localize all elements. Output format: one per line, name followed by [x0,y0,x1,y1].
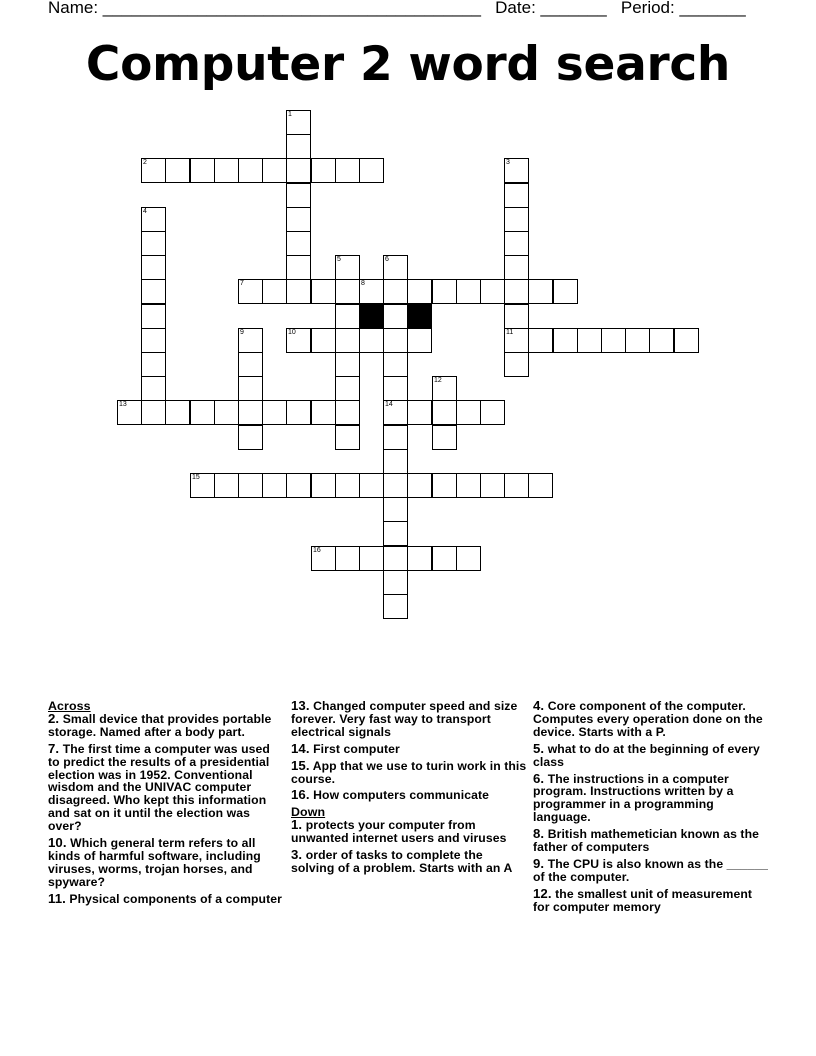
clue-column-3 [533,700,769,918]
grid-cell[interactable] [407,400,432,425]
clue-item [291,819,527,845]
grid-cell[interactable] [359,546,384,571]
page-title: Computer 2 word search [85,37,731,92]
period-field-label: Period: _______ [620,0,746,17]
grid-cell[interactable] [407,546,432,571]
grid-cell[interactable] [335,425,360,450]
clue-text: App that we use to turin work in this course. [291,758,527,786]
grid-cell[interactable] [165,400,190,425]
grid-cell[interactable] [141,352,166,377]
clue-item [291,757,527,786]
clue-number-label: 9. [533,855,545,871]
grid-cell[interactable] [456,400,481,425]
clue-number-label: 5. [533,740,545,756]
clue-text: First computer [313,741,400,756]
grid-cell[interactable] [504,279,529,304]
grid-cell[interactable] [359,328,384,353]
grid-cell[interactable] [674,328,699,353]
clue-item [291,740,527,756]
grid-cell[interactable] [383,521,408,546]
clue-item [48,837,284,889]
clue-text: Small device that provides portable storage. Named after a body part. [48,711,272,739]
grid-cell[interactable] [286,231,311,256]
clue-text: The first time a computer was used to predict the results of a presidential election was in 1952. Conventional wisdom and the UNIVAC computer disagreed. Who kept this information and sat on it until the election was over? [48,741,270,834]
grid-cell[interactable] [383,279,408,304]
grid-cell[interactable] [383,400,408,425]
grid-cell[interactable] [456,473,481,498]
clue-text: Core component of the computer. Computes every operation done on the device. Starts with a P. [533,699,763,739]
clue-item [48,710,284,739]
grid-cell[interactable] [504,328,529,353]
grid-cell[interactable] [286,328,311,353]
clue-text: protects your computer from unwanted internet users and viruses [291,818,507,846]
clue-number: 13 [119,401,127,408]
clue-number: 8 [361,280,365,287]
grid-cell[interactable] [335,546,360,571]
clue-number: 15 [192,474,200,481]
grid-cell[interactable] [141,400,166,425]
clue-column-2 [291,700,527,879]
grid-cell[interactable] [141,279,166,304]
clue-text: Changed computer speed and size forever. Very fast way to transport electrical signals [291,699,518,739]
grid-cell[interactable] [432,400,457,425]
grid-cell[interactable] [286,255,311,280]
clue-number-label: 7. [48,740,60,756]
clue-text: Physical components of a computer [69,891,282,906]
grid-cell[interactable] [190,400,215,425]
clue-number-label: 15. [291,757,310,773]
grid-cell[interactable] [311,473,336,498]
grid-cell[interactable] [407,473,432,498]
grid-cell[interactable] [286,207,311,232]
grid-cell[interactable] [238,328,263,353]
grid-cell[interactable] [311,158,336,183]
grid-cell[interactable] [335,328,360,353]
grid-cell[interactable] [238,425,263,450]
clue-number: 11 [506,329,514,336]
grid-cell[interactable] [141,207,166,232]
clue-number-label: 8. [533,826,545,842]
clue-number: 16 [313,547,321,554]
name-field-label: Name: ________________________________________ [48,0,481,17]
grid-cell[interactable] [504,231,529,256]
grid-cell[interactable] [117,400,142,425]
grid-cell[interactable] [504,255,529,280]
grid-cell[interactable] [553,328,578,353]
grid-cell[interactable] [504,207,529,232]
grid-cell[interactable] [407,328,432,353]
grid-cell[interactable] [383,425,408,450]
grid-cell[interactable] [383,352,408,377]
grid-cell[interactable] [383,570,408,595]
clue-item [291,789,527,802]
grid-cell[interactable] [262,158,287,183]
clue-number-label: 14. [291,740,310,756]
grid-cell[interactable] [480,279,505,304]
grid-cell[interactable] [311,279,336,304]
clue-text: Which general term refers to all kinds of harmful software, including viruses, worms, trojan horses, and spyware? [48,836,261,889]
clue-number: 5 [337,256,341,263]
clue-number: 9 [240,329,244,336]
grid-cell[interactable] [335,376,360,401]
grid-cell[interactable] [432,546,457,571]
clue-number: 7 [240,280,244,287]
clue-number-label: 12. [533,885,552,901]
grid-cell[interactable] [504,352,529,377]
clue-item [48,740,284,834]
grid-cell[interactable] [383,497,408,522]
clue-number-label: 13. [291,698,310,713]
clue-number: 12 [434,377,442,384]
grid-cell[interactable] [528,328,553,353]
grid-cell[interactable] [432,473,457,498]
grid-cell[interactable] [190,473,215,498]
grid-cell[interactable] [262,473,287,498]
grid-cell[interactable] [335,304,360,329]
grid-cell[interactable] [141,376,166,401]
clue-text: The instructions in a computer program. Instructions written by a programmer in a programming language. [533,771,734,825]
grid-cell[interactable] [238,279,263,304]
grid-cell[interactable] [141,158,166,183]
grid-cell[interactable] [504,158,529,183]
grid-cell[interactable] [286,400,311,425]
grid-cell[interactable] [504,183,529,208]
grid-cell[interactable] [238,400,263,425]
black-cell [359,304,384,329]
grid-cell[interactable] [335,255,360,280]
clue-text: the smallest unit of measurement for computer memory [533,886,753,914]
grid-cell[interactable] [238,376,263,401]
grid-cell[interactable] [238,352,263,377]
grid-cell[interactable] [407,279,432,304]
grid-cell[interactable] [335,352,360,377]
clue-number-label: 11. [48,890,66,906]
grid-cell[interactable] [190,158,215,183]
grid-cell[interactable] [214,158,239,183]
grid-cell[interactable] [262,400,287,425]
clue-number-label: 10. [48,835,67,851]
clue-item [533,828,769,854]
grid-cell[interactable] [311,400,336,425]
grid-cell[interactable] [383,473,408,498]
grid-cell[interactable] [383,255,408,280]
grid-cell[interactable] [238,158,263,183]
grid-cell[interactable] [311,546,336,571]
grid-cell[interactable] [141,328,166,353]
grid-cell[interactable] [335,400,360,425]
grid-cell[interactable] [456,546,481,571]
clue-number-label: 2. [48,710,60,726]
grid-cell[interactable] [141,255,166,280]
clue-text: The CPU is also known as the ______ of the computer. [533,856,768,884]
grid-cell[interactable] [311,328,336,353]
grid-cell[interactable] [335,473,360,498]
clue-number-label: 1. [291,817,303,833]
grid-cell[interactable] [286,110,311,135]
grid-cell[interactable] [335,279,360,304]
grid-cell[interactable] [480,473,505,498]
across-heading: Across [48,699,91,713]
clue-number: 1 [288,111,292,118]
clue-number: 2 [143,159,147,166]
clue-item [533,855,769,884]
clue-text: what to do at the beginning of every class [533,741,760,769]
clue-number: 6 [385,256,389,263]
clue-item [533,700,769,739]
grid-cell[interactable] [286,134,311,159]
clue-number-label: 3. [291,847,303,863]
grid-cell[interactable] [504,473,529,498]
date-field-label: Date: _______ [495,0,607,17]
clue-item [533,770,769,825]
clue-number-label: 4. [533,698,545,713]
grid-cell[interactable] [286,158,311,183]
grid-cell[interactable] [432,279,457,304]
grid-cell[interactable] [625,328,650,353]
grid-cell[interactable] [359,279,384,304]
grid-cell[interactable] [383,376,408,401]
grid-cell[interactable] [238,473,263,498]
grid-cell[interactable] [432,376,457,401]
clue-item [291,849,527,875]
grid-cell[interactable] [383,546,408,571]
grid-cell[interactable] [528,473,553,498]
grid-cell[interactable] [480,400,505,425]
grid-cell[interactable] [214,400,239,425]
clue-number-label: 16. [291,787,310,803]
clue-number: 4 [143,208,147,215]
grid-cell[interactable] [359,158,384,183]
clue-number: 10 [288,329,296,336]
grid-cell[interactable] [286,183,311,208]
grid-cell[interactable] [383,304,408,329]
grid-cell[interactable] [383,328,408,353]
down-heading: Down [291,805,326,820]
grid-cell[interactable] [214,473,239,498]
grid-cell[interactable] [504,304,529,329]
grid-cell[interactable] [432,425,457,450]
clue-item [533,740,769,769]
grid-cell[interactable] [649,328,674,353]
grid-cell[interactable] [286,473,311,498]
clue-item [48,890,284,906]
grid-cell[interactable] [262,279,287,304]
grid-cell[interactable] [165,158,190,183]
grid-cell[interactable] [383,449,408,474]
clue-text: How computers communicate [313,788,490,803]
grid-cell[interactable] [335,158,360,183]
grid-cell[interactable] [456,279,481,304]
clue-text: order of tasks to complete the solving of a problem. Starts with an A [291,848,513,875]
grid-cell[interactable] [383,594,408,619]
clue-item [291,700,527,739]
clue-number: 14 [385,401,393,408]
clue-item [533,885,769,914]
grid-cell[interactable] [553,279,578,304]
grid-cell[interactable] [359,473,384,498]
clue-number-label: 6. [533,770,545,786]
grid-cell[interactable] [577,328,602,353]
grid-cell[interactable] [141,304,166,329]
black-cell [407,304,432,329]
grid-cell[interactable] [141,231,166,256]
clue-column-1 [48,700,284,910]
grid-cell[interactable] [601,328,626,353]
clue-text: British mathemetician known as the father of computers [533,827,760,855]
clue-number: 3 [506,159,510,166]
grid-cell[interactable] [528,279,553,304]
grid-cell[interactable] [286,279,311,304]
